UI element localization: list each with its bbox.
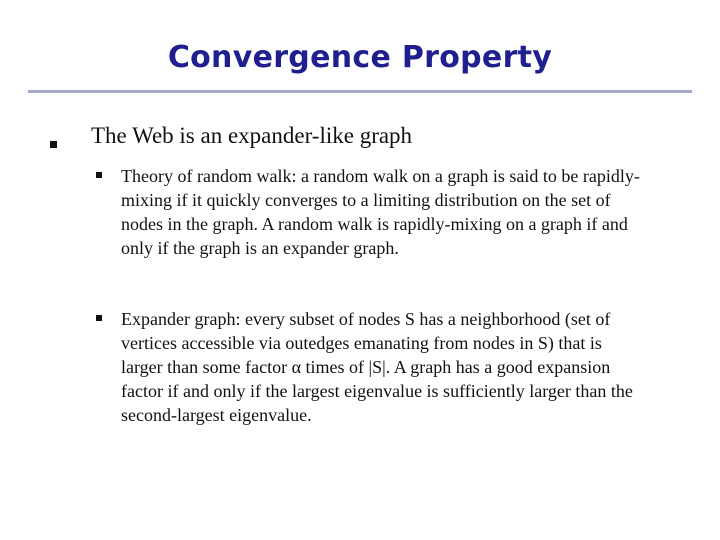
main-bullet-text: The Web is an expander-like graph <box>91 123 413 148</box>
square-bullet-icon <box>50 141 57 148</box>
subbullet-random-walk: Theory of random walk: a random walk on a graph is said to be rapidly-mixing if it quickly converges to a limiting distribution on the set of nodes in the graph. A random walk is rapidly-mixing on a graph if and only if the graph is an expander graph. <box>121 166 640 258</box>
title-divider <box>28 90 692 93</box>
slide-title: Convergence Property <box>167 40 553 75</box>
square-bullet-icon <box>96 315 102 321</box>
square-bullet-icon <box>96 172 102 178</box>
subbullet-expander-graph: Expander graph: every subset of nodes S has a neighborhood (set of vertices accessible via outedges emanating from nodes in S) that is larger than some factor α times of |S|. A graph has a good expansion factor if and only if the largest eigenvalue is sufficiently larger than the second-largest eigenvalue. <box>121 309 633 425</box>
